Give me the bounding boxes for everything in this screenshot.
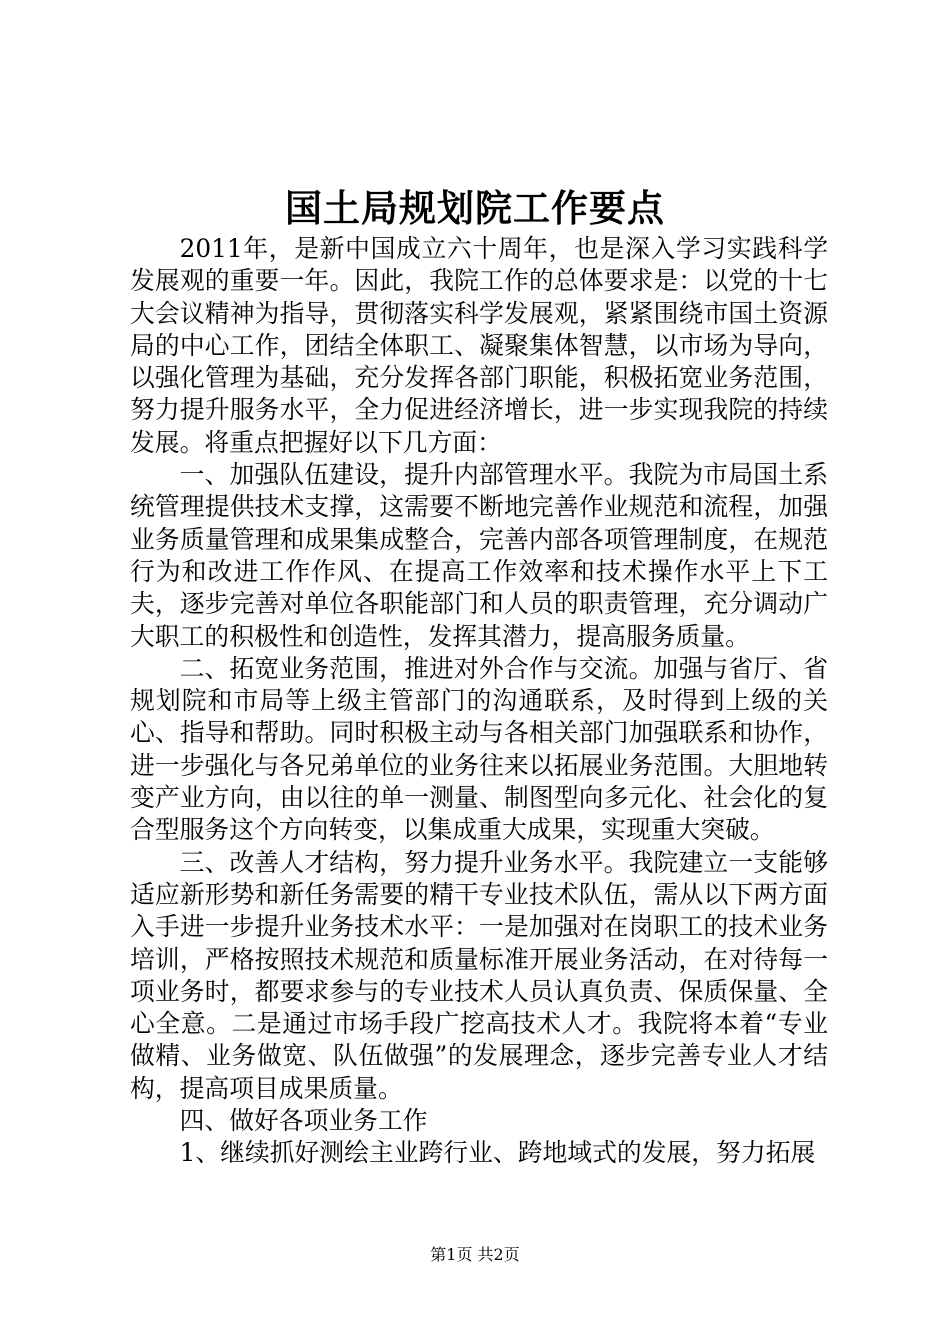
document-body [130, 233, 828, 1170]
paragraph-section-1: 一、加强队伍建设，提升内部管理水平。我院为市局国土系统管理提供技术支撑，这需要不断地完善作业规范和流程，加强业务质量管理和成果集成整合，完善内部各项管理制度，在规范行为和改进工作作风、在提高工作效率和技术操作水平上下工夫，逐步完善对单位各职能部门和人员的职责管理，充分调动广大职工的积极性和创造性，发挥其潜力，提高服务质量。 [130, 460, 828, 651]
paragraph-intro: 2011年，是新中国成立六十周年，也是深入学习实践科学发展观的重要一年。因此，我院工作的总体要求是：以党的十七大会议精神为指导，贯彻落实科学发展观，紧紧围绕市国土资源局的中心工作，团结全体职工、凝聚集体智慧，以市场为导向，以强化管理为基础，充分发挥各部门职能，积极拓宽业务范围，努力提升服务水平，全力促进经济增长，进一步实现我院的持续发展。将重点把握好以下几方面： [130, 234, 828, 457]
page-footer: 第1页 共2页 [430, 1245, 520, 1264]
document-title: 国土局规划院工作要点 [285, 186, 665, 230]
paragraph-section-2: 二、拓宽业务范围，推进对外合作与交流。加强与省厅、省规划院和市局等上级主管部门的沟通联系，及时得到上级的关心、指导和帮助。同时积极主动与各相关部门加强联系和协作，进一步强化与各兄弟单位的业务往来以拓展业务范围。大胆地转变产业方向，由以往的单一测量、制图型向多元化、社会化的复合型服务这个方向转变，以集成重大成果，实现重大突破。 [130, 653, 828, 845]
paragraph-item-1: 1、继续抓好测绘主业跨行业、跨地域式的发展，努力拓展 [179, 1138, 816, 1168]
paragraph-section-4-heading: 四、做好各项业务工作 [179, 1106, 428, 1136]
paragraph-section-3: 三、改善人才结构，努力提升业务水平。我院建立一支能够适应新形势和新任务需要的精干专业技术队伍，需从以下两方面入手进一步提升业务技术水平：一是加强对在岗职工的技术业务培训，严格按照技术规范和质量标准开展业务活动，在对待每一项业务时，都要求参与的专业技术人员认真负责、保质保量、全心全意。二是通过市场手段广挖高技术人才。我院将本着“专业做精、业务做宽、队伍做强”的发展理念，逐步完善专业人才结构，提高项目成果质量。 [130, 847, 828, 1103]
